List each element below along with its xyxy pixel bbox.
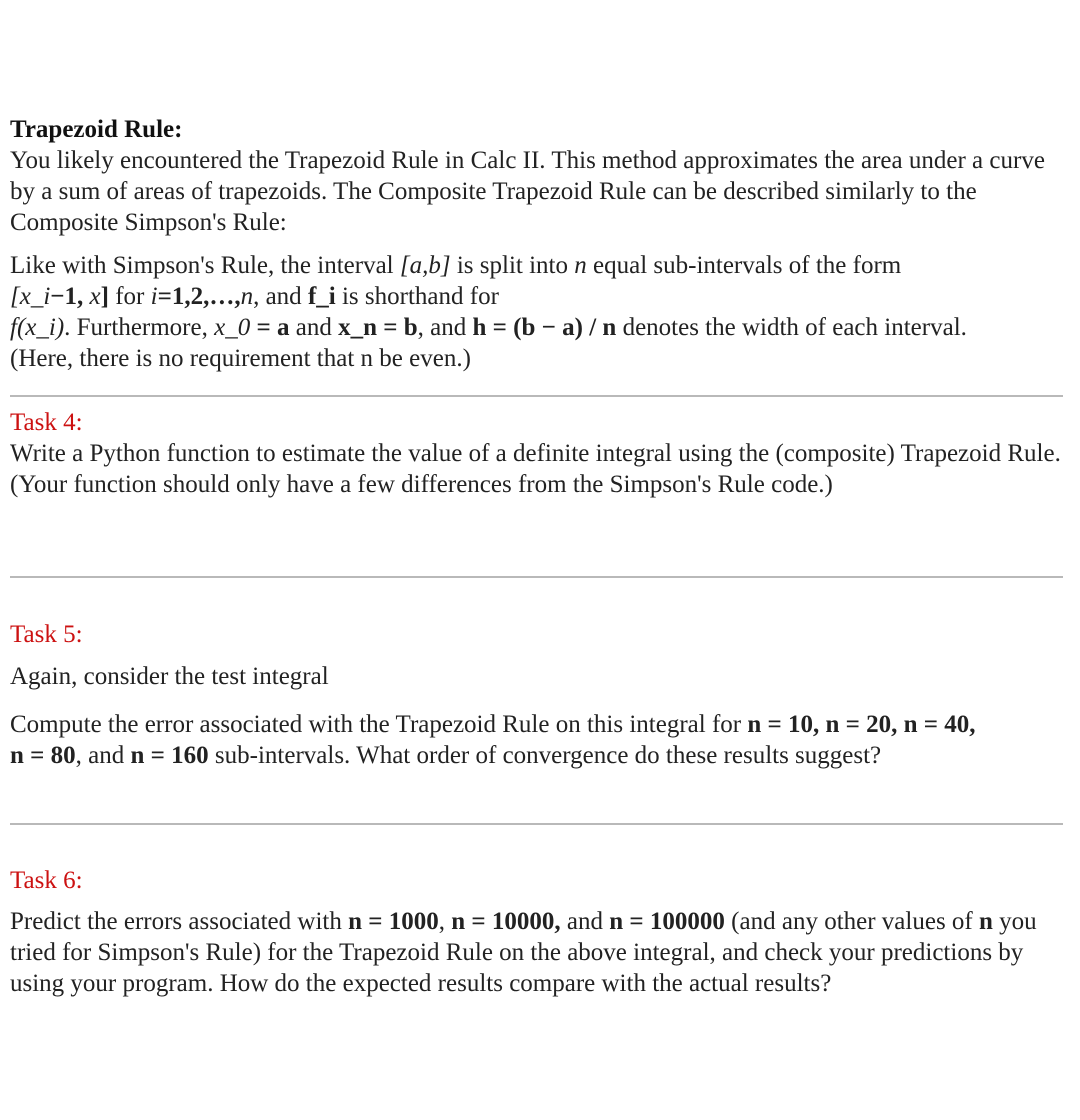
task5-section <box>10 619 1075 771</box>
desc-text: and <box>289 314 339 341</box>
divider <box>10 395 1063 397</box>
task4-heading: Task 4: <box>10 409 83 436</box>
divider <box>10 576 1063 578</box>
divider <box>10 823 1063 825</box>
task5-intro: Again, consider the test integral <box>10 663 329 690</box>
task4-text: Write a Python function to estimate the value of a definite integral using the (composite) Trapezoid Rule. (Your function should only have a few differences from the Simpson's Rule code.) <box>10 440 1061 498</box>
desc-text: , and <box>253 283 308 310</box>
xn-equals: x_n = b <box>338 314 418 341</box>
task6-text: and <box>560 908 610 935</box>
n-value: n = 20, <box>825 711 904 738</box>
task5-text: sub-intervals. What order of convergence do these results suggest? <box>208 742 882 769</box>
desc-text: equal sub-intervals of the form <box>586 252 902 279</box>
task6-text: Predict the errors associated with <box>10 908 349 935</box>
task6-text: you tried for Simpson's Rule) for the Trapezoid Rule on the above integral, and check your predictions by using your program. How do the expected results compare with the actual results? <box>10 908 1037 997</box>
n-value: n = 100000 <box>609 908 725 935</box>
n-variable: n <box>979 908 993 935</box>
subinterval-end: ] <box>100 283 109 310</box>
desc-text: is split into <box>450 252 575 279</box>
x0-equals: = a <box>250 314 290 341</box>
n-value: n = 10, <box>747 711 826 738</box>
task6-section <box>10 865 1075 999</box>
trapezoid-intro-section <box>10 114 1075 238</box>
task5-text: , and <box>75 742 131 769</box>
section-title: Trapezoid Rule: <box>10 116 183 143</box>
task4-section <box>10 407 1075 500</box>
subinterval-minus: −1, <box>50 283 90 310</box>
n-variable: n <box>240 283 254 310</box>
task6-text: (and any other values of <box>724 908 979 935</box>
interval-ab: [a,b] <box>399 252 451 279</box>
subinterval-x: x <box>89 283 101 310</box>
task6-text: , <box>438 908 452 935</box>
task6-heading: Task 6: <box>10 867 83 894</box>
n-value: n = 10000, <box>451 908 561 935</box>
fi-symbol: f_i <box>307 283 336 310</box>
desc-text: is shorthand for <box>335 283 499 310</box>
desc-text: , and <box>417 314 473 341</box>
i-variable: i <box>150 283 158 310</box>
n-value: n = 1000 <box>348 908 439 935</box>
n-value: n = 80 <box>10 742 76 769</box>
subinterval-start: [x_i <box>10 283 51 310</box>
intro-paragraph: You likely encountered the Trapezoid Rule in Calc II. This method approximates the area under a curve by a sum of areas of trapezoids. The Composite Trapezoid Rule can be described similarly to the Composite Simpson's Rule: <box>10 147 1045 236</box>
even-note: (Here, there is no requirement that n be even.) <box>10 345 471 372</box>
i-values: =1,2,…, <box>157 283 241 310</box>
n-variable: n <box>574 252 587 279</box>
description-paragraph <box>10 250 1075 374</box>
n-value: n = 40, <box>903 711 976 738</box>
desc-text: . Furthermore, <box>64 314 215 341</box>
desc-text: Like with Simpson's Rule, the interval <box>10 252 400 279</box>
fx-symbol: f(x_i) <box>10 314 65 341</box>
h-definition: h = (b − a) / n <box>472 314 617 341</box>
task5-text: Compute the error associated with the Trapezoid Rule on this integral for <box>10 711 748 738</box>
task5-heading: Task 5: <box>10 621 83 648</box>
desc-text: for <box>108 283 151 310</box>
desc-text: denotes the width of each interval. <box>616 314 967 341</box>
x0-symbol: x_0 <box>214 314 251 341</box>
n-value: n = 160 <box>130 742 209 769</box>
